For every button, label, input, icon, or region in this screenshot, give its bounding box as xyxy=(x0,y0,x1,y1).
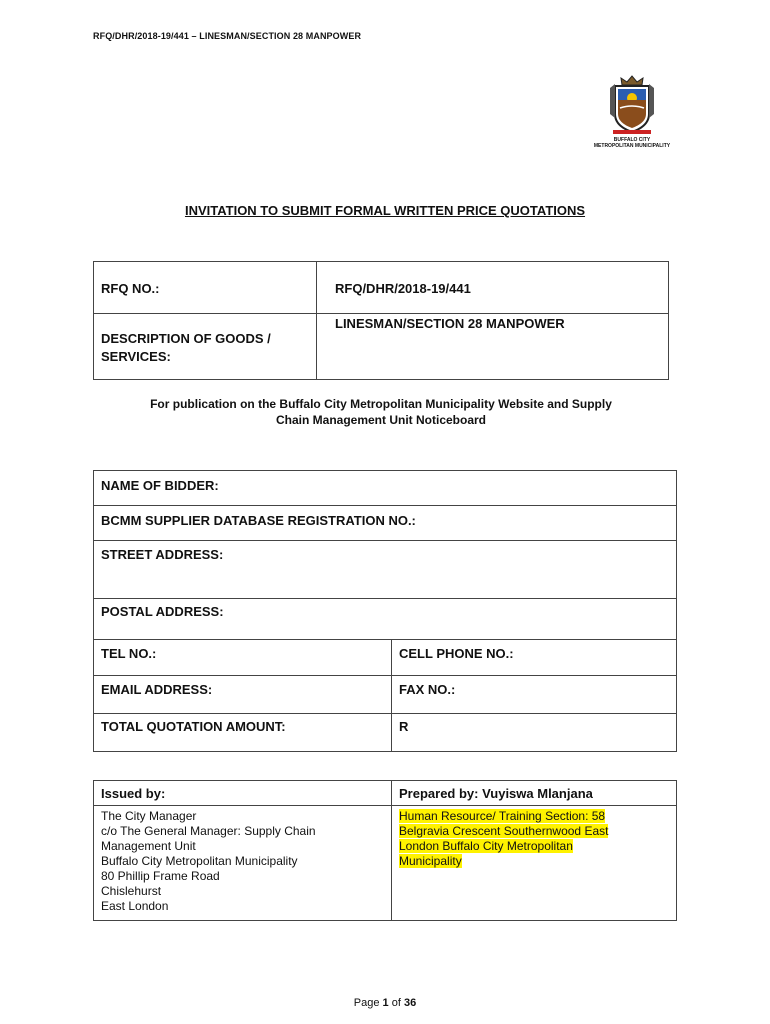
document-title: INVITATION TO SUBMIT FORMAL WRITTEN PRICE QUOTATIONS xyxy=(184,203,586,218)
preparer-address xyxy=(392,806,677,921)
preparer-line: Human Resource/ Training Section: 58 xyxy=(399,809,606,823)
issuer-line: Management Unit xyxy=(101,839,196,853)
street-address-label: STREET ADDRESS: xyxy=(94,541,677,599)
logo-line-1: BUFFALO CITY xyxy=(613,137,651,143)
total-quotation-label: TOTAL QUOTATION AMOUNT: xyxy=(94,714,392,752)
issuer-line: c/o The General Manager: Supply Chain xyxy=(101,824,316,838)
postal-address-label: POSTAL ADDRESS: xyxy=(94,599,677,640)
email-address-label: EMAIL ADDRESS: xyxy=(94,676,392,714)
cell-phone-label: CELL PHONE NO.: xyxy=(392,640,677,676)
issuer-line: The City Manager xyxy=(101,809,197,823)
municipal-crest-icon xyxy=(607,74,657,136)
publication-note-line-1: For publication on the Buffalo City Metropolitan Municipality Website and Supply xyxy=(150,397,612,411)
logo-line-2: METROPOLITAN MUNICIPALITY xyxy=(593,143,671,149)
municipality-logo xyxy=(586,74,678,154)
issuer-table xyxy=(93,780,677,921)
page-word: Page xyxy=(353,997,380,1009)
issuer-line: East London xyxy=(101,899,169,913)
preparer-line: Municipality xyxy=(399,854,462,868)
bidder-name-label: NAME OF BIDDER: xyxy=(94,471,677,506)
issuer-line: 80 Phillip Frame Road xyxy=(101,869,220,883)
bcmm-registration-label: BCMM SUPPLIER DATABASE REGISTRATION NO.: xyxy=(94,506,677,541)
rfq-number-label: RFQ NO.: xyxy=(94,262,317,314)
rfq-info-table xyxy=(93,261,669,380)
description-value: LINESMAN/SECTION 28 MANPOWER xyxy=(317,314,669,380)
description-label xyxy=(94,314,317,380)
tel-number-label: TEL NO.: xyxy=(94,640,392,676)
page-current: 1 xyxy=(382,997,389,1009)
publication-note xyxy=(93,396,669,428)
issuer-line: Buffalo City Metropolitan Municipality xyxy=(101,854,298,868)
issuer-address xyxy=(94,806,392,921)
total-quotation-value: R xyxy=(392,714,677,752)
description-label-line-1: DESCRIPTION OF GOODS / xyxy=(101,331,271,346)
publication-note-line-2: Chain Management Unit Noticeboard xyxy=(275,413,487,427)
header-reference: RFQ/DHR/2018-19/441 – LINESMAN/SECTION 28 MANPOWER xyxy=(93,31,362,41)
issuer-line: Chislehurst xyxy=(101,884,162,898)
page-total: 36 xyxy=(403,997,417,1009)
issued-by-label: Issued by: xyxy=(94,781,392,806)
prepared-by-label: Prepared by: Vuyiswa Mlanjana xyxy=(392,781,677,806)
bidder-details-table xyxy=(93,470,677,752)
rfq-number-value: RFQ/DHR/2018-19/441 xyxy=(317,262,669,314)
description-label-line-2: SERVICES: xyxy=(101,349,171,364)
fax-number-label: FAX NO.: xyxy=(392,676,677,714)
preparer-line: Belgravia Crescent Southernwood East xyxy=(399,824,609,838)
of-word: of xyxy=(391,997,401,1009)
page-footer xyxy=(0,997,770,1009)
preparer-line: London Buffalo City Metropolitan xyxy=(399,839,573,853)
